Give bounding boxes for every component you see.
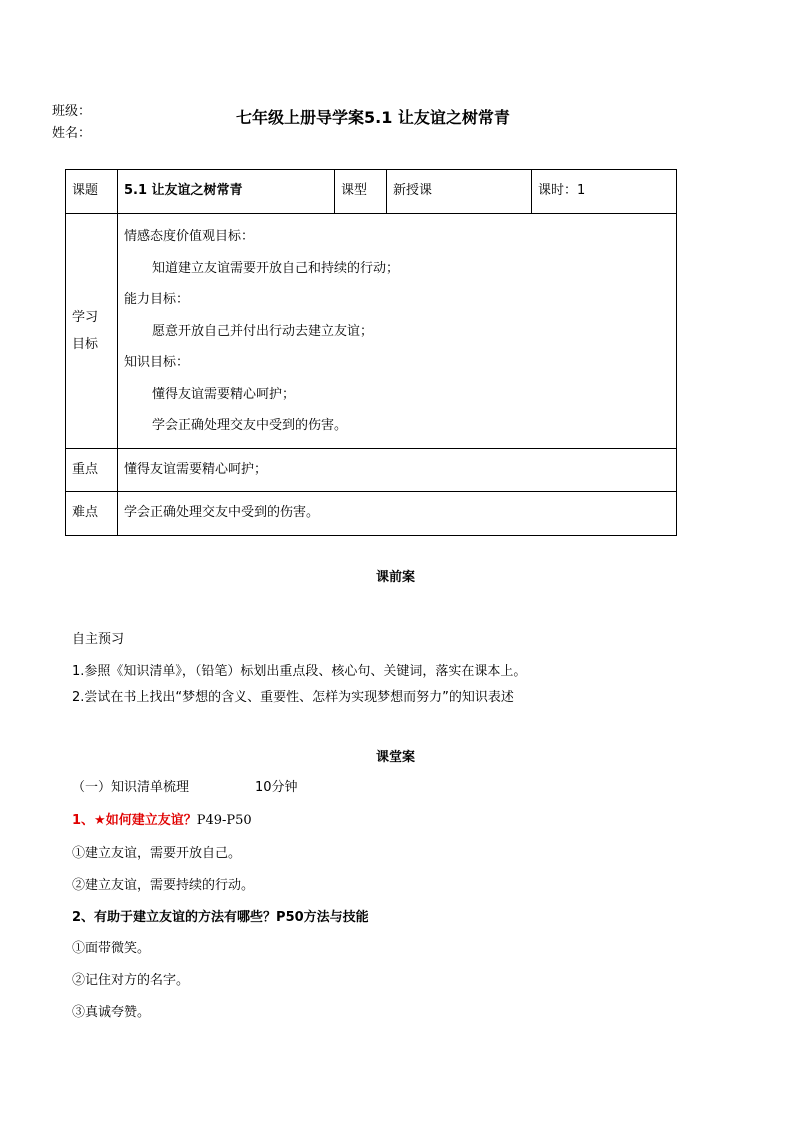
topic-label-cell bbox=[66, 170, 118, 214]
key-point-label-cell bbox=[66, 448, 118, 491]
knowledge-review-label: （一）知识清单梳理 bbox=[72, 780, 190, 795]
key-point-value-cell bbox=[118, 448, 677, 491]
difficult-point-value: 学会正确处理交友中受到的伤害。 bbox=[124, 504, 320, 520]
key-point-label: 重点 bbox=[72, 461, 99, 477]
difficult-point-value-cell bbox=[118, 491, 677, 535]
emotion-goal-title: 情感态度价值观目标： bbox=[124, 229, 255, 244]
key-point-value: 懂得友谊需要精心呵护； bbox=[124, 461, 268, 477]
lesson-hours: 课时：1 bbox=[538, 183, 586, 198]
topic-label: 课题 bbox=[72, 183, 99, 198]
question-2-answer-1: ①面带微笑。 bbox=[72, 941, 151, 956]
question-1 bbox=[72, 809, 252, 828]
question-2-answer-3: ③真诚夸赞。 bbox=[72, 1005, 151, 1020]
lesson-info-table bbox=[65, 169, 677, 536]
knowledge-goal-item-1: 懂得友谊需要精心呵护； bbox=[152, 386, 296, 402]
difficult-point-label-cell bbox=[66, 491, 118, 535]
knowledge-goal-item-2: 学会正确处理交友中受到的伤害。 bbox=[152, 418, 348, 433]
type-label-cell bbox=[335, 170, 387, 214]
type-value: 新授课 bbox=[393, 183, 433, 198]
knowledge-review-time: 10分钟 bbox=[255, 780, 298, 795]
difficult-point-label: 难点 bbox=[72, 504, 99, 520]
ability-goal-item: 愿意开放自己并付出行动去建立友谊； bbox=[152, 323, 374, 339]
objectives-cell bbox=[118, 214, 677, 449]
question-1-answer-1: ①建立友谊，需要开放自己。 bbox=[72, 846, 242, 861]
objectives-label-line-1: 学习 bbox=[72, 309, 99, 325]
emotion-goal-item: 知道建立友谊需要开放自己和持续的行动； bbox=[152, 260, 400, 276]
pre-class-item-2: 2.尝试在书上找出“梦想的含义、重要性、怎样为实现梦想而努力”的知识表述 bbox=[72, 690, 514, 705]
type-value-cell bbox=[387, 170, 532, 214]
hours-cell bbox=[532, 170, 677, 214]
objectives-label-cell bbox=[66, 214, 118, 449]
class-label: 班级： bbox=[52, 104, 92, 119]
question-2: 2、有助于建立友谊的方法有哪些？P50方法与技能 bbox=[72, 910, 369, 925]
self-study-label: 自主预习 bbox=[72, 632, 125, 647]
name-label: 姓名： bbox=[52, 126, 92, 141]
knowledge-goal-title: 知识目标： bbox=[124, 355, 190, 370]
type-label: 课型 bbox=[341, 183, 368, 198]
pre-class-item-1: 1.参照《知识清单》，（铅笔）标划出重点段、核心句、关键词，落实在课本上。 bbox=[72, 664, 527, 679]
question-1-answer-2: ②建立友谊，需要持续的行动。 bbox=[72, 878, 255, 893]
pre-class-heading: 课前案 bbox=[376, 570, 416, 585]
in-class-heading: 课堂案 bbox=[376, 750, 416, 765]
topic-value-cell bbox=[118, 170, 335, 214]
ability-goal-title: 能力目标： bbox=[124, 292, 190, 307]
objectives-label-line-2: 目标 bbox=[72, 336, 99, 352]
question-2-answer-2: ②记住对方的名字。 bbox=[72, 973, 190, 988]
question-1-pages: P49-P50 bbox=[196, 813, 252, 828]
topic-value: 5.1 让友谊之树常青 bbox=[124, 183, 243, 198]
document-title: 七年级上册导学案5.1 让友谊之树常青 bbox=[236, 108, 510, 127]
question-1-text: 1、★如何建立友谊？ bbox=[72, 813, 197, 828]
